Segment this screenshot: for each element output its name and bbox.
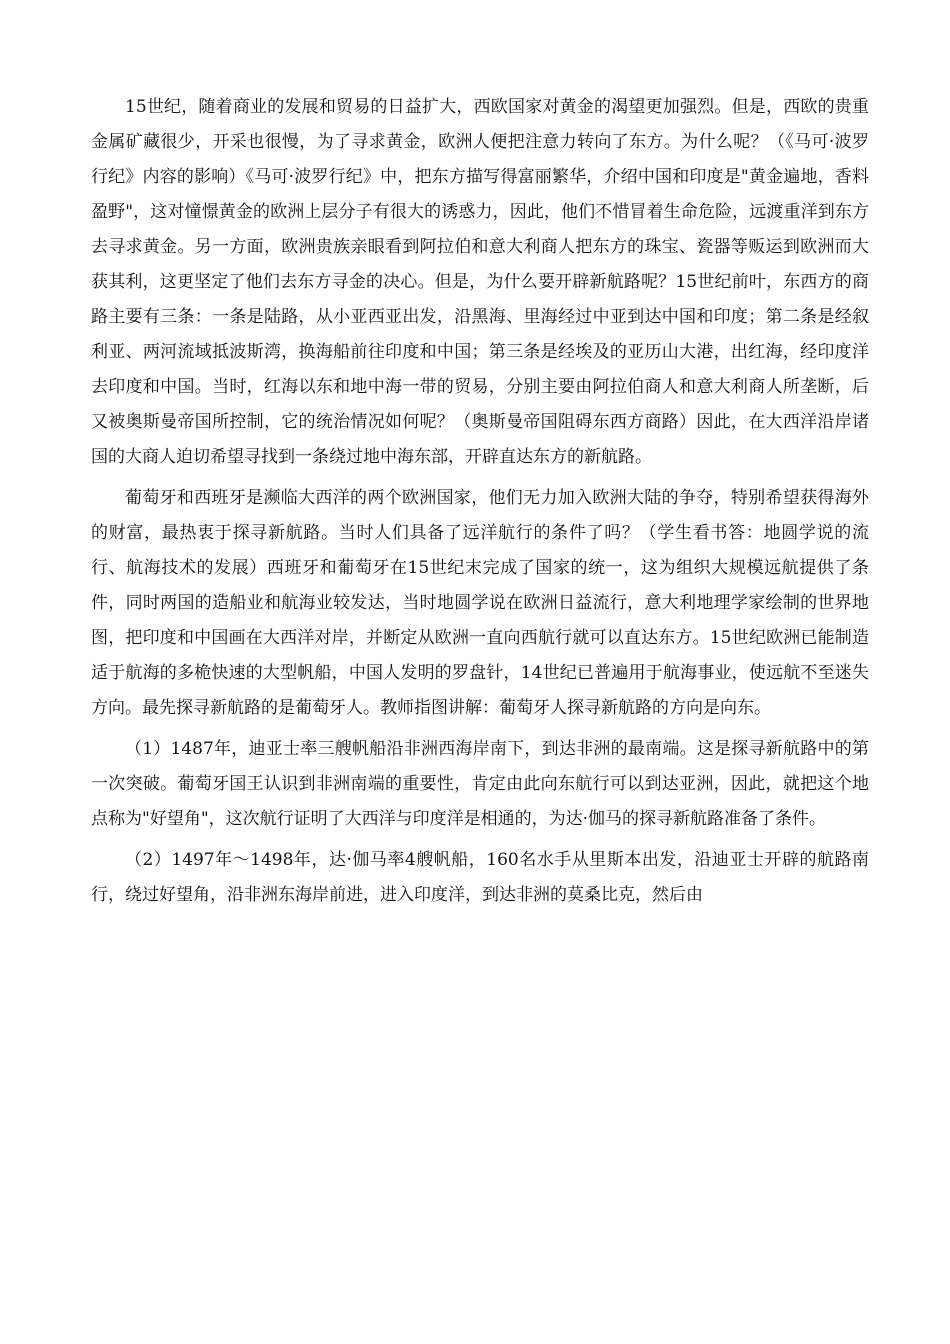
paragraph-conditions: 葡萄牙和西班牙是濒临大西洋的两个欧洲国家，他们无力加入欧洲大陆的争夺，特别希望获得海外的财富，最热衷于探寻新航路。当时人们具备了远洋航行的条件了吗？（学生看书答：地圆学说的流行、航海技术的发展）西班牙和葡萄牙在15世纪末完成了国家的统一，这为组织大规模远航提供了条件，同时两国的造船业和航海业较发达，当时地圆学说在欧洲日益流行，意大利地理学家绘制的世界地图，把印度和中国画在大西洋对岸，并断定从欧洲一直向西航行就可以直达东方。15世纪欧洲已能制造适于航海的多桅快速的大型帆船，中国人发明的罗盘针，14世纪已普遍用于航海事业，使远航不至迷失方向。最先探寻新航路的是葡萄牙人。教师指图讲解：葡萄牙人探寻新航路的方向是向东。 — [91, 488, 869, 718]
document-page — [91, 90, 869, 919]
paragraph-gama-voyage: （2）1497年～1498年，达·伽马率4艘帆船，160名水手从里斯本出发，沿迪亚士开辟的航路南行，绕过好望角，沿非洲东海岸前进，进入印度洋，到达非洲的莫桑比克，然后由 — [91, 850, 869, 905]
paragraph-dias-voyage: （1）1487年，迪亚士率三艘帆船沿非洲西海岸南下，到达非洲的最南端。这是探寻新航路中的第一次突破。葡萄牙国王认识到非洲南端的重要性，肯定由此向东航行可以到达亚洲，因此，就把这个地点称为"好望角"，这次航行证明了大西洋与印度洋是相通的，为达·伽马的探寻新航路准备了条件。 — [91, 739, 869, 829]
paragraph-motives: 15世纪，随着商业的发展和贸易的日益扩大，西欧国家对黄金的渴望更加强烈。但是，西欧的贵重金属矿藏很少，开采也很慢，为了寻求黄金，欧洲人便把注意力转向了东方。为什么呢？（《马可·波罗行纪》内容的影响）《马可·波罗行纪》中，把东方描写得富丽繁华，介绍中国和印度是"黄金遍地，香料盈野"，这对憧憬黄金的欧洲上层分子有很大的诱惑力，因此，他们不惜冒着生命危险，远渡重洋到东方去寻求黄金。另一方面，欧洲贵族亲眼看到阿拉伯和意大利商人把东方的珠宝、瓷器等贩运到欧洲而大获其利，这更坚定了他们去东方寻金的决心。但是，为什么要开辟新航路呢？15世纪前叶，东西方的商路主要有三条：一条是陆路，从小亚西亚出发，沿黑海、里海经过中亚到达中国和印度；第二条是经叙利亚、两河流域抵波斯湾，换海船前往印度和中国；第三条是经埃及的亚历山大港，出红海，经印度洋去印度和中国。当时，红海以东和地中海一带的贸易，分别主要由阿拉伯商人和意大利商人所垄断，后又被奥斯曼帝国所控制，它的统治情况如何呢？（奥斯曼帝国阻碍东西方商路）因此，在大西洋沿岸诸国的大商人迫切希望寻找到一条绕过地中海东部，开辟直达东方的新航路。 — [91, 97, 869, 467]
